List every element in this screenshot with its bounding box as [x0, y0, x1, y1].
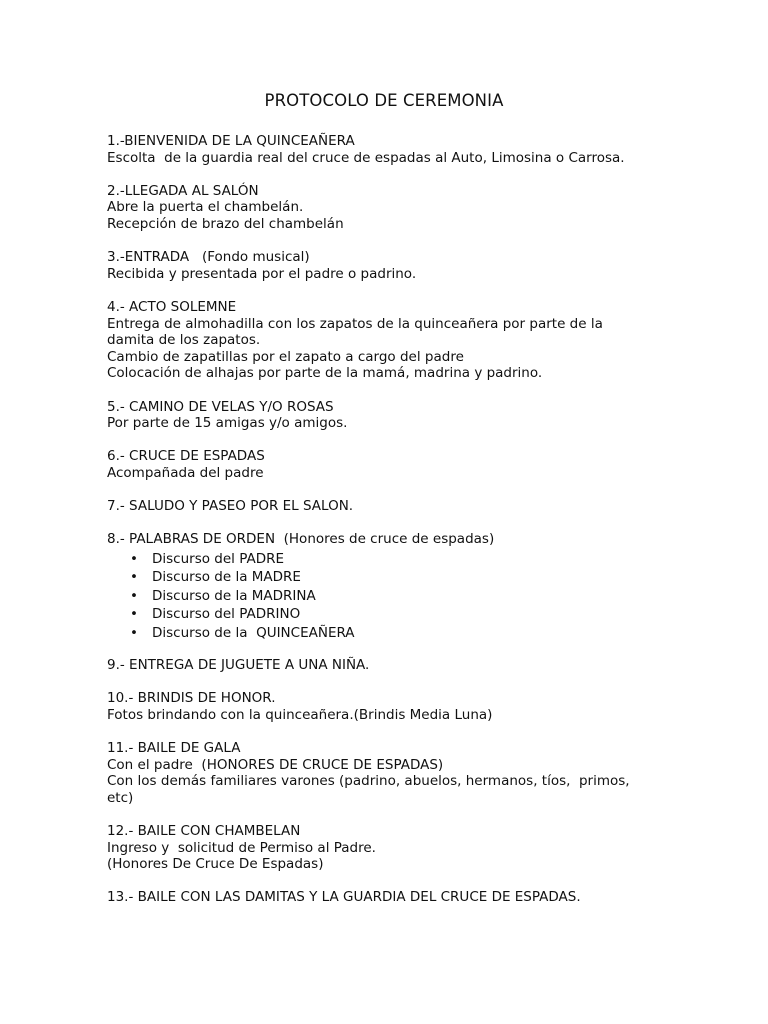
section-line: Colocación de alhajas por parte de la mamá, madrina y padrino. — [107, 365, 543, 382]
section-heading: 2.-LLEGADA AL SALÓN — [107, 182, 259, 199]
section-line: damita de los zapatos. — [107, 332, 261, 349]
section-heading: 4.- ACTO SOLEMNE — [107, 298, 237, 315]
section-12 — [107, 823, 667, 873]
section-heading: 13.- BAILE CON LAS DAMITAS Y LA GUARDIA DEL CRUCE DE ESPADAS. — [107, 889, 581, 906]
page-title: PROTOCOLO DE CEREMONIA — [264, 91, 504, 110]
bullet-item — [107, 568, 667, 587]
section-line: Escolta de la guardia real del cruce de espadas al Auto, Limosina o Carrosa. — [107, 149, 625, 166]
section-heading: 8.- PALABRAS DE ORDEN (Honores de cruce de espadas) — [107, 531, 495, 548]
bullet-icon: • — [130, 550, 138, 567]
bullet-icon: • — [130, 569, 138, 586]
section-line: Acompañada del padre — [107, 464, 264, 481]
section-line: Con los demás familiares varones (padrino, abuelos, hermanos, tíos, primos, — [107, 773, 630, 790]
section-6 — [107, 448, 667, 481]
section-7 — [107, 498, 667, 515]
section-8 — [107, 531, 667, 642]
section-11 — [107, 740, 667, 806]
section-heading: 5.- CAMINO DE VELAS Y/O ROSAS — [107, 398, 334, 415]
bullet-icon: • — [130, 624, 138, 641]
section-1 — [107, 133, 667, 166]
section-5 — [107, 399, 667, 432]
bullet-item — [107, 624, 667, 643]
section-line: Cambio de zapatillas por el zapato a cargo del padre — [107, 348, 464, 365]
section-heading: 7.- SALUDO Y PASEO POR EL SALON. — [107, 498, 354, 515]
section-line: etc) — [107, 789, 134, 806]
bullet-item — [107, 550, 667, 569]
bullet-text: Discurso de la QUINCEAÑERA — [152, 624, 355, 641]
section-heading: 6.- CRUCE DE ESPADAS — [107, 448, 265, 465]
section-heading: 11.- BAILE DE GALA — [107, 740, 241, 757]
bullet-icon: • — [130, 606, 138, 623]
section-heading: 12.- BAILE CON CHAMBELAN — [107, 823, 301, 840]
section-line: Recepción de brazo del chambelán — [107, 215, 344, 232]
bullet-item — [107, 587, 667, 606]
section-line: Fotos brindando con la quinceañera.(Brindis Media Luna) — [107, 706, 493, 723]
bullet-list — [107, 550, 667, 643]
section-heading: 3.-ENTRADA (Fondo musical) — [107, 249, 310, 266]
section-9 — [107, 657, 667, 674]
section-4 — [107, 299, 667, 382]
bullet-text: Discurso del PADRINO — [152, 606, 301, 623]
section-line: Entrega de almohadilla con los zapatos de la quinceañera por parte de la — [107, 315, 603, 332]
section-heading: 9.- ENTREGA DE JUGUETE A UNA NIÑA. — [107, 657, 370, 674]
section-line: Abre la puerta el chambelán. — [107, 199, 304, 216]
section-13 — [107, 889, 667, 906]
section-heading: 10.- BRINDIS DE HONOR. — [107, 690, 276, 707]
bullet-item — [107, 605, 667, 624]
bullet-text: Discurso del PADRE — [152, 550, 285, 567]
section-10 — [107, 690, 667, 723]
section-line: Por parte de 15 amigas y/o amigos. — [107, 415, 348, 432]
section-3 — [107, 249, 667, 282]
section-heading: 1.-BIENVENIDA DE LA QUINCEAÑERA — [107, 133, 355, 149]
bullet-text: Discurso de la MADRINA — [152, 587, 316, 604]
section-line: (Honores De Cruce De Espadas) — [107, 856, 324, 873]
document-body — [107, 133, 667, 923]
section-line: Recibida y presentada por el padre o padrino. — [107, 265, 417, 282]
section-2 — [107, 183, 667, 233]
section-line: Ingreso y solicitud de Permiso al Padre. — [107, 839, 376, 856]
bullet-icon: • — [130, 587, 138, 604]
section-line: Con el padre (HONORES DE CRUCE DE ESPADAS) — [107, 756, 444, 773]
bullet-text: Discurso de la MADRE — [152, 569, 301, 586]
